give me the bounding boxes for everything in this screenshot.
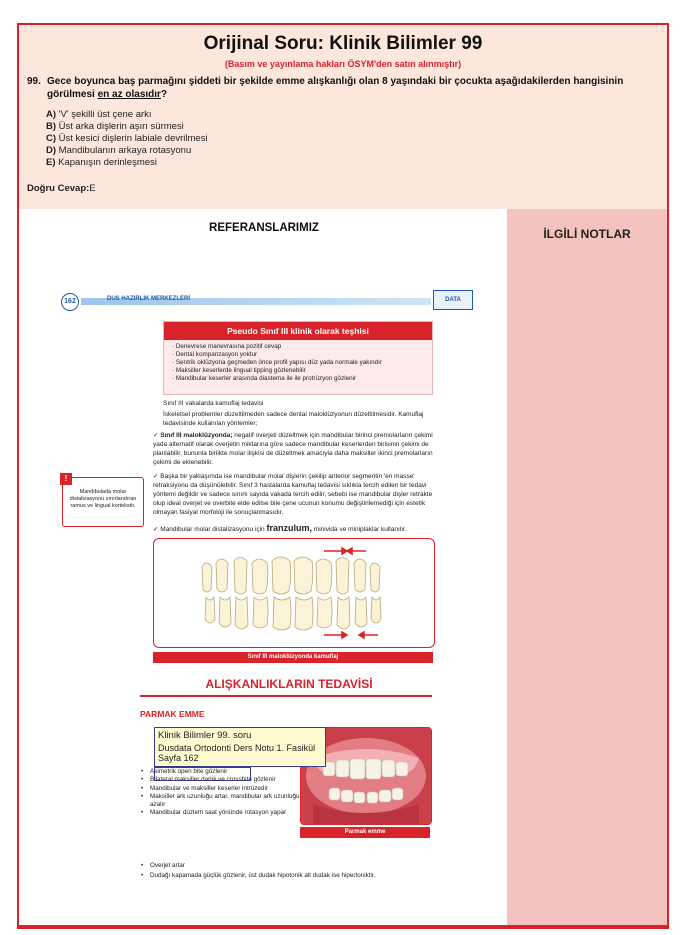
findings-list-2 (140, 861, 440, 881)
notes-title: İLGİLİ NOTLAR (543, 227, 631, 241)
option-c: C) Üst kesici dişlerin labiale devrilmesi (46, 133, 208, 144)
annotation-highlight (154, 767, 251, 781)
warning-icon: ! (60, 473, 72, 485)
diagnosis-box-title: Pseudo Sınıf III klinik olarak teşhisi (164, 322, 432, 340)
list-item: • Mandibular ve maksiller keserler intrüzedir (140, 785, 300, 793)
annotation-line-1: Klinik Bilimler 99. soru (158, 730, 252, 741)
check-item-1: ✓ Sınıf III maloklüzyonda; negatif overjeti düzeltmek için mandibular birinci premolarların çekimi yada alternatif olarak overjetin miktarına göre sadece mandibular keserlerden birisinin çekimi de planlabilir, bununla birlikte molar ilişkisi de düzeltmek amacıyla daha maksiller ikinci premolarların çekimi de eklenebilir. (153, 432, 433, 466)
section-title: ALIŞKANLIKLARIN TEDAVİSİ (205, 677, 373, 691)
list-item: • Bilateral maksiller darlık ve crossbite gözlenir (140, 776, 300, 784)
question-title: Orijinal Soru: Klinik Bilimler 99 (203, 33, 483, 54)
camouflage-intro: İskeletsel problemler düzeltilmeden sadece dental maloklüzyonun düzeltilmesidir. Kamuflaj tedavisinde kullanılan yöntemler; (163, 411, 424, 427)
section-divider (140, 695, 432, 697)
book-page-number: 162 (61, 293, 79, 311)
list-item: • Overjet artar (140, 861, 440, 871)
question-stem: Gece boyunca baş parmağını şiddeti bir şekilde emme alışkanlığı olan 8 yaşındaki bir çocukta aşağıdakilerden hangisinin görülmesi en az olasıdır? (47, 76, 624, 100)
option-b: B) Üst arka dişlerin aşırı sürmesi (46, 121, 184, 132)
side-note-text: Mandibulada molar distalizasyonu sınırlandıran ramus ve lingual kortekstir. (69, 489, 137, 509)
page-frame (17, 23, 669, 929)
list-item: · Mandibular keserler arasında diastema ile ile protrüzyon gözlenir (172, 375, 357, 382)
camouflage-heading: Sınıf III vakalarda kamuflaj tedavisi (163, 400, 264, 407)
notes-panel (507, 209, 667, 927)
copyright-note: (Basım ve yayınlama hakları ÖSYM'den satın alınmıştır) (224, 59, 462, 69)
reference-annotation (154, 727, 326, 767)
side-note-box (62, 474, 144, 527)
book-page-header (61, 293, 461, 311)
question-number: 99. (27, 76, 41, 87)
list-item: • Asimetrik open bite gözlenir (140, 768, 300, 776)
list-item: · Sentrik oklüzyona geçmeden önce profil yapısı düz yada normale yakındır (172, 359, 383, 366)
check-item-2: ✓ Başka bir yaklaşımda ise mandibular molar dişlerin çekilip anterior segmentin 'en masse' retraksiyonu da düşünülebilir. Sınıf 3 hastalarda kamuflaj tedavisi sıklıkla tercih edilen bir tedavi yöntemi değildir ve sadece sınırlı sayıda vakada tercih edilir, sebebi ise mandibular dişler retrakte olup ideal overjet ve overbite elde edilse bile çene ucunun konumu değiştirilemediği için estetik olmayan fasiyal morfoloji ile sonuçlanmasıdır. (153, 473, 433, 516)
option-d: D) Mandibulanın arkaya rotasyonu (46, 145, 192, 156)
annotation-line-2: Dusdata Ortodonti Ders Notu 1. Fasikül Sayfa 162 (158, 743, 316, 763)
bottom-border (19, 925, 667, 928)
teeth-caption: Sınıf III maloklüzyonda kamuflaj (153, 652, 433, 663)
diagnosis-box (163, 321, 433, 395)
emphasis-underline: en az olasıdır (97, 88, 161, 100)
answer-options (46, 109, 208, 169)
list-item: • Dudağı kapamada güçlük gözlenir, üst dudak hipotonik alt dudak ise hipertoniktir. (140, 871, 440, 881)
teeth-illustration (153, 538, 435, 648)
option-a: A) 'V' şekilli üst çene arkı (46, 109, 152, 120)
question-box (19, 25, 667, 209)
list-item: • Maksiller ark uzunluğu artar, mandibular ark uzunluğu azalır (140, 793, 300, 810)
correct-answer: Doğru Cevap:E (27, 183, 96, 194)
list-item: · Maksiller keserlerde lingual tipping gözlenebilir (172, 367, 306, 374)
publisher-logo: DATA (433, 290, 473, 310)
teeth-drawing (154, 539, 434, 647)
section-subtitle: PARMAK EMME (140, 709, 205, 719)
list-item: · Denevrese manevrasına pozitif cevap (172, 343, 282, 350)
list-item: • Mandibular düzlem saat yönünde rotasyon yapar (140, 809, 300, 817)
references-title: REFERANSLARIMIZ (209, 222, 319, 234)
header-label: DUS HAZIRLIK MERKEZLERİ (107, 296, 190, 302)
list-item: · Dental kompanzasyon yoktur (172, 351, 258, 358)
photo-caption: Parmak emme (300, 827, 430, 838)
option-e: E) Kapanışın derinleşmesi (46, 157, 157, 168)
diagnosis-list (164, 340, 432, 383)
check-item-3: ✓ Mandibular molar distalizasyonu için franzulum, minivida ve miniplaklar kullanılır. (153, 523, 407, 533)
